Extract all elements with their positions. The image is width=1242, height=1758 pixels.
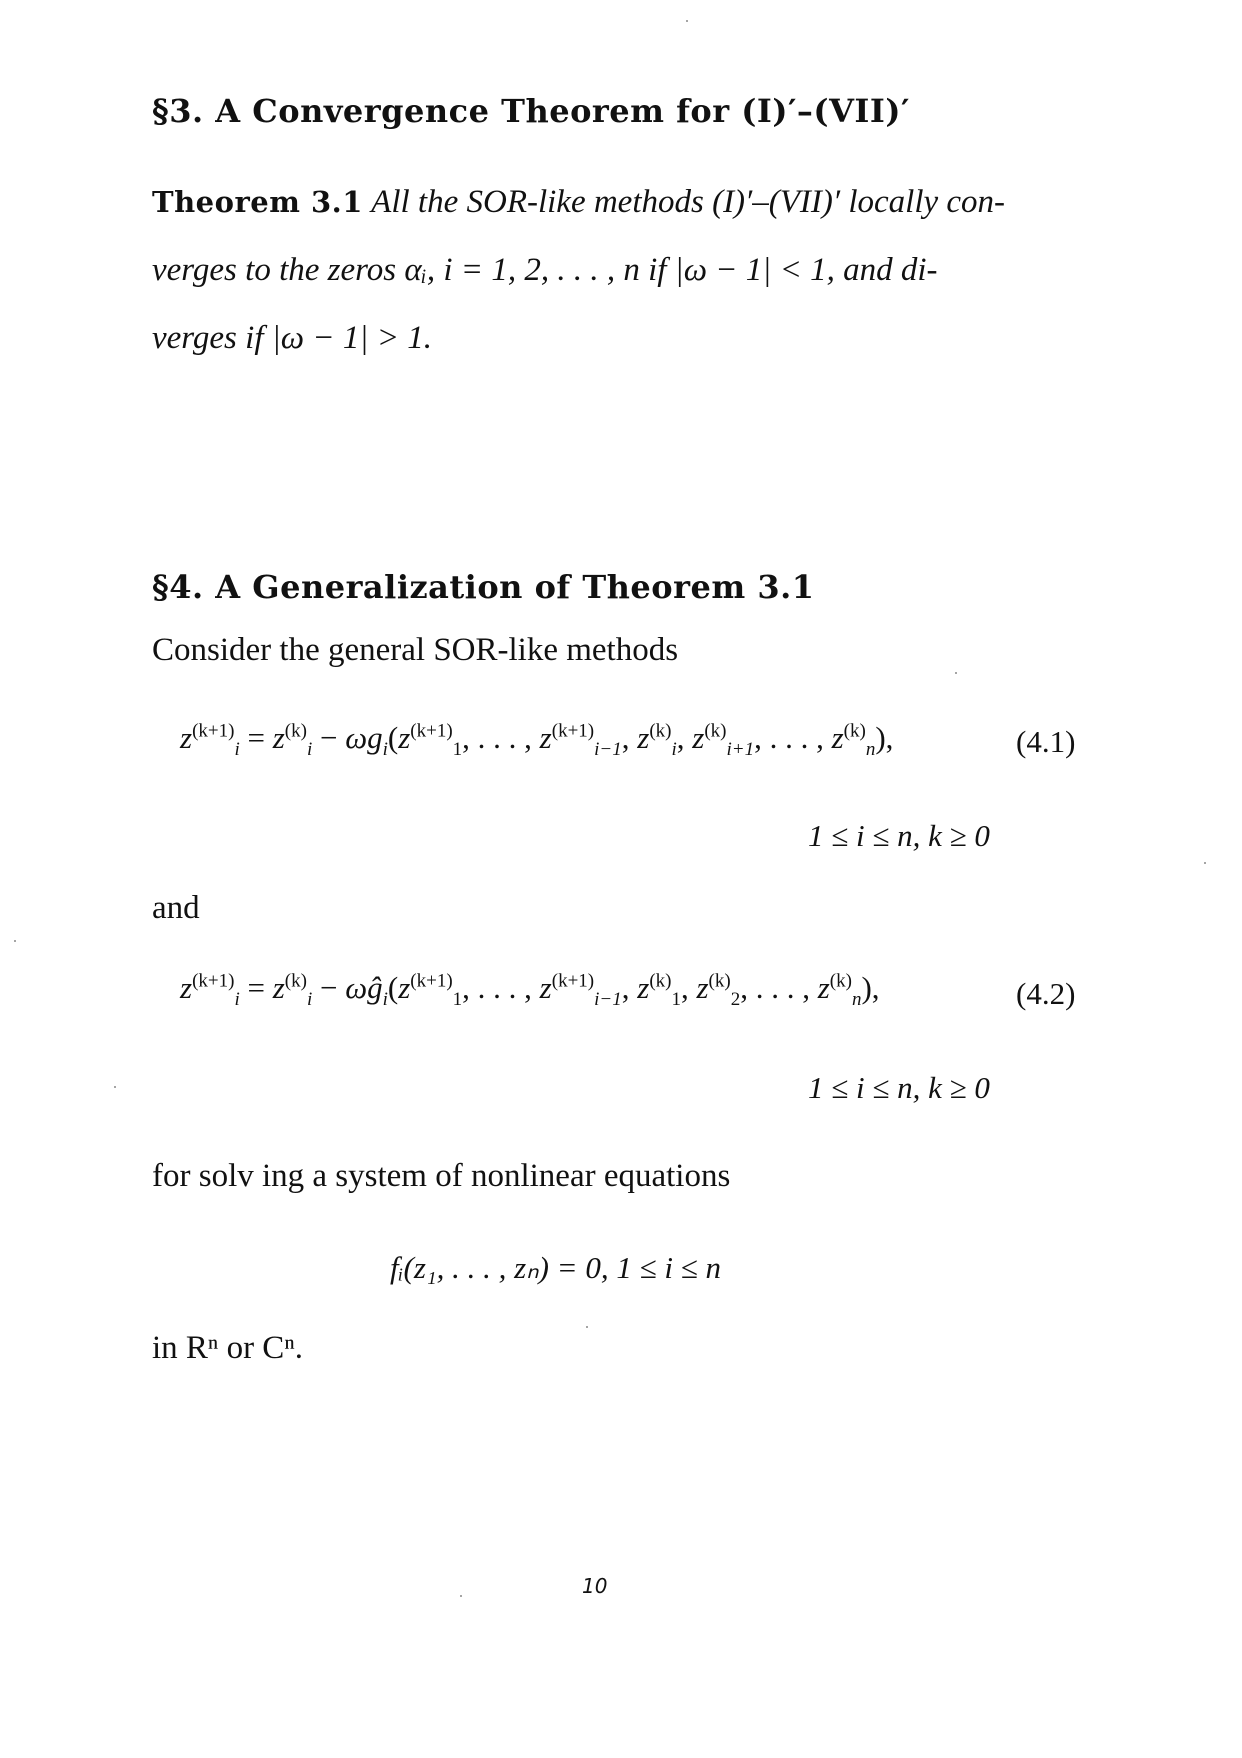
equation-4-2-label: (4.2): [1016, 976, 1076, 1011]
system-equation: fᵢ(z₁, . . . , zₙ) = 0, 1 ≤ i ≤ n: [390, 1250, 721, 1285]
equation-4-1: $z^{(k+1)}_i = z^{(k)}_i - \omega g_i(z^{(k+1)}_1$, . . . , $z^{(k+1)}_{i-1}$, $z^{(k)}_i$, $z^{(k)}_{i+1}$, . . . , $z^{(k)}_n$),: [180, 720, 894, 761]
scan-speck: [1204, 862, 1206, 864]
scan-speck: [586, 1326, 588, 1328]
theorem-3-1-line-1: [152, 184, 1005, 221]
scan-speck: [14, 940, 16, 942]
scan-speck: [460, 1595, 462, 1597]
theorem-label: Theorem 3.1: [152, 185, 363, 219]
conjunction-and: and: [152, 890, 200, 926]
page-number: 10: [582, 1574, 608, 1598]
theorem-3-1-line-3: verges if |ω − 1| > 1.: [152, 320, 432, 356]
equation-4-1-condition: 1 ≤ i ≤ n, k ≥ 0: [808, 818, 990, 853]
equation-4-2: $z^{(k+1)}_i = z^{(k)}_i$ − $\omega ĝ_i(z^{(k+1)}_1$, . . . , $z^{(k+1)}_{i-1}$, $z^{(k)}_1$, $z^{(k)}_2$, . . . , $z^{(k)}_n$),: [180, 970, 880, 1011]
section-4-heading: §4. A Generalization of Theorem 3.1: [152, 568, 815, 606]
section-3-heading: §3. A Convergence Theorem for (I)′–(VII)′: [152, 92, 910, 130]
equation-4-2-condition: 1 ≤ i ≤ n, k ≥ 0: [808, 1070, 990, 1105]
scan-speck: [686, 20, 688, 22]
section-4-intro: Consider the general SOR-like methods: [152, 632, 679, 668]
closing-text: in Rⁿ or Cⁿ.: [152, 1330, 303, 1366]
theorem-text-line-1: All the SOR-like methods (I)′–(VII)′ locally con-: [371, 184, 1006, 220]
scan-speck: [955, 672, 957, 674]
theorem-3-1-line-2: verges to the zeros αᵢ, i = 1, 2, . . . , n if |ω − 1| < 1, and di-: [152, 252, 938, 288]
scan-speck: [114, 1086, 116, 1088]
after-equation-text: for solv ing a system of nonlinear equations: [152, 1158, 731, 1194]
equation-4-1-label: (4.1): [1016, 724, 1076, 759]
